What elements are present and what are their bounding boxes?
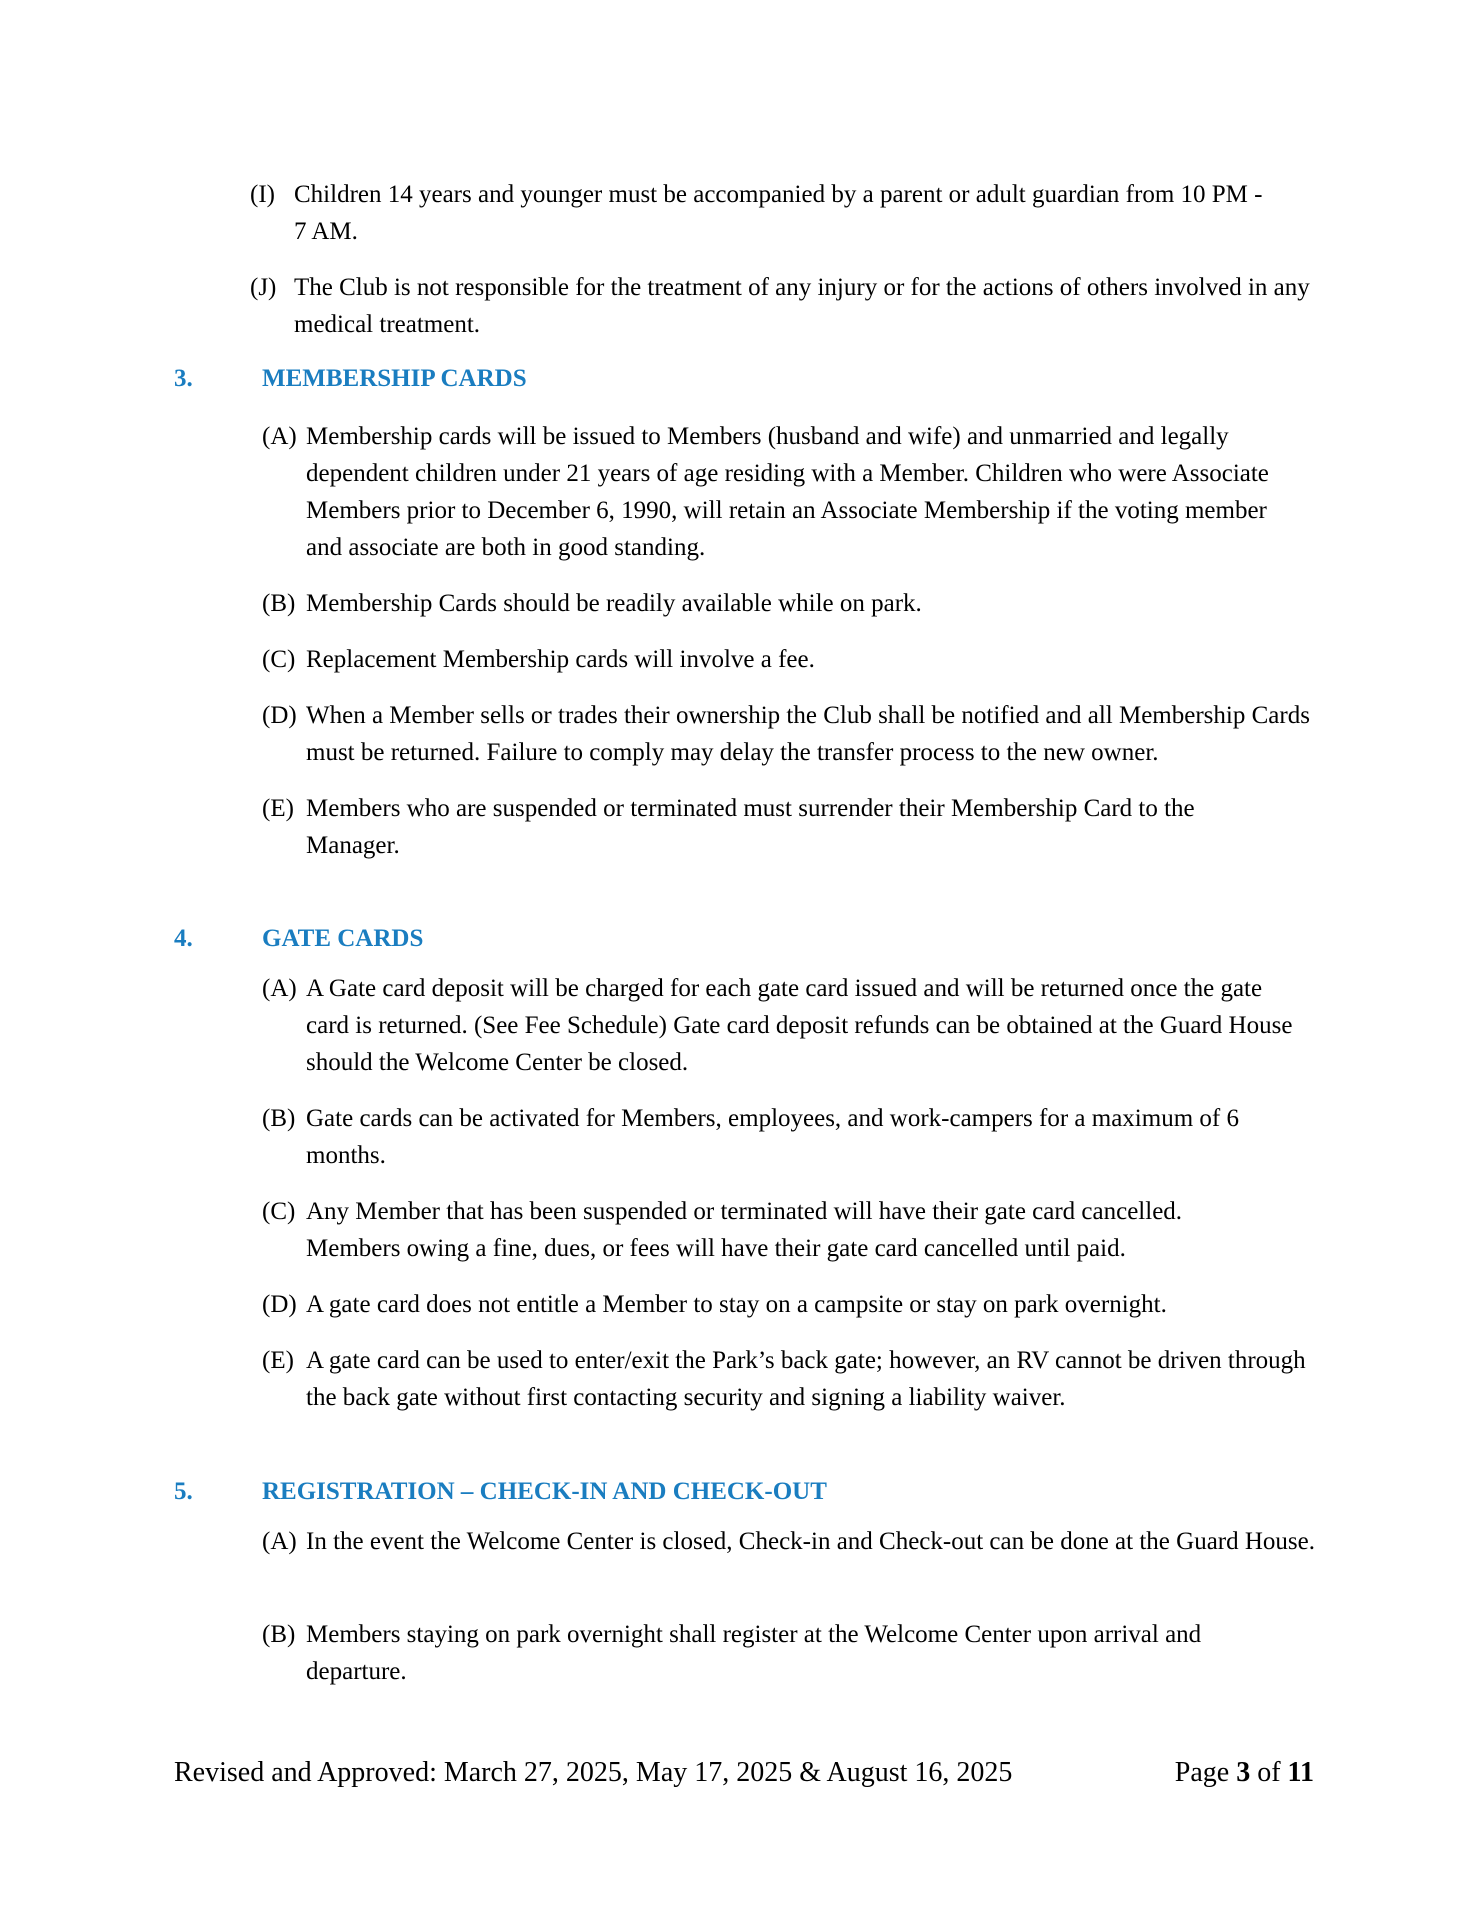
list-item-label: (B): [262, 1105, 296, 1132]
list-item-text: Any Member that has been suspended or terminated will have their gate card cancelled. Members owing a fine, dues, or fees will have their gate card cancelled until paid.: [306, 1198, 1183, 1262]
list-item-text: A gate card can be used to enter/exit the Park’s back gate; however, an RV cannot be driven through the back gate without first contacting security and signing a liability waiver.: [306, 1347, 1306, 1411]
list-item-text: A Gate card deposit will be charged for each gate card issued and will be returned once the gate card is returned. (See Fee Schedule) Gate card deposit refunds can be obtained at the Guard House should the Welcome Center be closed.: [306, 975, 1293, 1076]
list-item: [262, 1100, 1320, 1174]
list-item-i: [250, 176, 1320, 250]
list-item-text: Children 14 years and younger must be accompanied by a parent or adult guardian from 10 PM - 7 AM.: [294, 181, 1263, 245]
section-heading-registration: [174, 1473, 1314, 1510]
list-item-label: (A): [262, 423, 297, 450]
list-item-label: (D): [262, 1291, 297, 1318]
list-item-label: (E): [262, 795, 294, 822]
page-total: 11: [1287, 1757, 1314, 1788]
list-item-label: (D): [262, 702, 297, 729]
list-item: [262, 1286, 1320, 1323]
section-number: 3.: [174, 365, 193, 392]
list-item-text: Membership cards will be issued to Members (husband and wife) and unmarried and legally dependent children under 21 years of age residing with a Member. Children who were Associate Members prior to December 6, 1990, will retain an Associate Membership if the voting member and associate are both in good standing.: [306, 423, 1269, 561]
list-item-text: Membership Cards should be readily available while on park.: [306, 590, 922, 617]
list-item-label: (J): [250, 274, 277, 301]
list-item-label: (C): [262, 646, 296, 673]
list-item-label: (E): [262, 1347, 294, 1374]
section-number: 4.: [174, 925, 193, 952]
list-item-text: Gate cards can be activated for Members, employees, and work-campers for a maximum of 6 months.: [306, 1105, 1239, 1169]
list-item-label: (B): [262, 1621, 296, 1648]
list-item: [262, 585, 1320, 622]
list-item-label: (C): [262, 1198, 296, 1225]
section-title: GATE CARDS: [262, 925, 424, 952]
list-item-label: (I): [250, 181, 275, 208]
list-item: [262, 970, 1320, 1081]
list-item-text: Members who are suspended or terminated must surrender their Membership Card to the Manager.: [306, 795, 1195, 859]
list-item-text: Replacement Membership cards will involve a fee.: [306, 646, 815, 673]
list-item: [262, 418, 1320, 566]
revision-note: Revised and Approved: March 27, 2025, May 17, 2025 & August 16, 2025: [174, 1757, 1013, 1788]
section-heading-gate-cards: [174, 920, 1314, 957]
list-item-label: (A): [262, 975, 297, 1002]
list-item: [262, 1523, 1320, 1560]
list-item: [262, 641, 1320, 678]
list-item: [262, 697, 1320, 771]
list-item-text: In the event the Welcome Center is closed, Check-in and Check-out can be done at the Guard House.: [306, 1528, 1315, 1555]
list-item-text: Members staying on park overnight shall register at the Welcome Center upon arrival and departure.: [306, 1621, 1202, 1685]
of-word: of: [1257, 1757, 1281, 1788]
list-item: [262, 790, 1320, 864]
list-item: [262, 1616, 1320, 1690]
section-number: 5.: [174, 1478, 193, 1505]
list-item-label: (A): [262, 1528, 297, 1555]
list-item: [262, 1342, 1320, 1416]
list-item-text: When a Member sells or trades their ownership the Club shall be notified and all Membership Cards must be returned. Failure to comply may delay the transfer process to the new owner.: [306, 702, 1310, 766]
list-item-text: A gate card does not entitle a Member to stay on a campsite or stay on park overnight.: [306, 1291, 1167, 1318]
page-word: Page: [1174, 1757, 1230, 1788]
page-number: 3: [1236, 1757, 1251, 1788]
section-title: MEMBERSHIP CARDS: [262, 365, 527, 392]
list-item-label: (B): [262, 590, 296, 617]
list-item-text: The Club is not responsible for the treatment of any injury or for the actions of others involved in any medical treatment.: [294, 274, 1310, 338]
list-item: [262, 1193, 1320, 1267]
section-title: REGISTRATION – CHECK-IN AND CHECK-OUT: [262, 1478, 827, 1505]
page-indicator: [1175, 1753, 1314, 1793]
section-heading-membership-cards: [174, 360, 1314, 397]
page-footer: [174, 1753, 1314, 1793]
list-item-j: [250, 269, 1320, 343]
